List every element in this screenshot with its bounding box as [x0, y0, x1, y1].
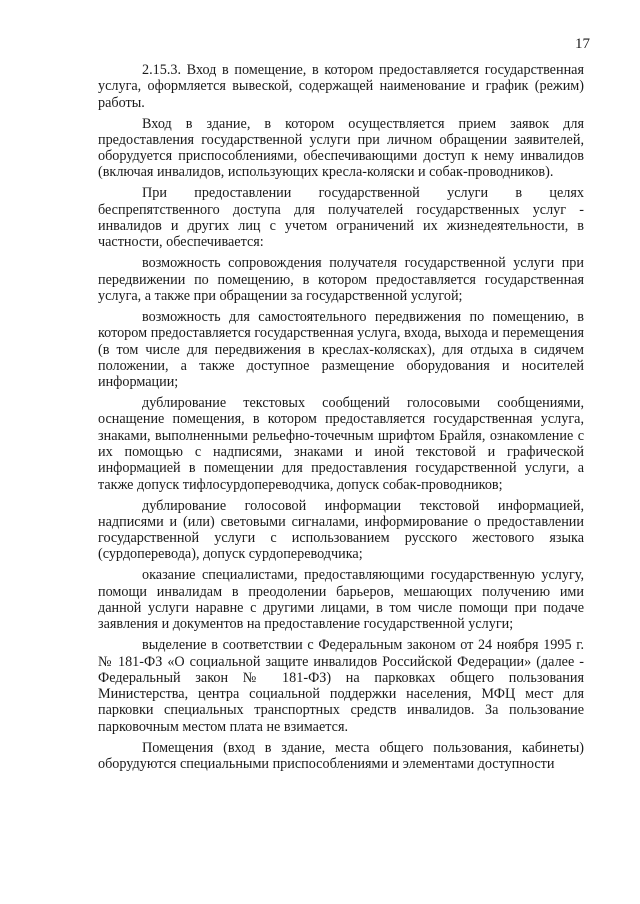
paragraph-accompaniment: возможность сопровождения получателя государственной услуги при передвижении по помещению, в котором предоставляется государственная услуга, а также при обращении за государственной услугой;	[98, 255, 584, 304]
paragraph-parking: выделение в соответствии с Федеральным законом от 24 ноября 1995 г. № 181-ФЗ «О социальной защите инвалидов Российской Федерации» (далее - Федеральный закон № 181-ФЗ) на парковках общего пользования Министерства, центра социальной поддержки населения, МФЦ мест для парковки специальных транспортных средств инвалидов. За пользование парковочным местом плата не взимается.	[98, 637, 584, 735]
paragraph-premises-equipment: Помещения (вход в здание, места общего пользования, кабинеты) оборудуются специальными приспособлениями и элементами доступности	[98, 739, 584, 773]
page-number: 17	[575, 36, 590, 52]
paragraph-accessibility-intro: При предоставлении государственной услуги в целях беспрепятственного доступа для получателей государственных услуг - инвалидов и других лиц с учетом ограничений их жизнедеятельности, в частности, обеспечивается:	[98, 185, 584, 251]
paragraph-braille-duplication: дублирование текстовых сообщений голосовыми сообщениями, оснащение помещения, в котором предоставляется государственная услуга, знаками, выполненными рельефно-точечным шрифтом Брайля, ознакомление с их помощью с надписями, знаками и иной текстовой и графической информацией в помещении для предоставления государственной услуги, а также допуск тифлосурдопереводчика, допуск собак-проводников;	[98, 395, 584, 493]
paragraph-building-entrance: Вход в здание, в котором осуществляется прием заявок для предоставления государственной услуги при личном обращении заявителей, оборудуется приспособлениями, обеспечивающими доступ к нему инвалидов (включая инвалидов, использующих кресла-коляски и собак-проводников).	[98, 115, 584, 181]
document-body	[98, 62, 584, 777]
paragraph-specialist-assistance: оказание специалистами, предоставляющими государственную услугу, помощи инвалидам в преодолении барьеров, мешающих получению ими данной услуги наравне с другими лицами, в том числе помощи при подаче заявления и документов на предоставление государственной услуги;	[98, 567, 584, 633]
paragraph-independent-movement: возможность для самостоятельного передвижения по помещению, в котором предоставляется государственная услуга, входа, выхода и перемещения (в том числе для передвижения в креслах-колясках), для отдыха в сидячем положении, а также доступное размещение оборудования и носителей информации;	[98, 308, 584, 391]
paragraph-entrance-sign: 2.15.3. Вход в помещение, в котором предоставляется государственная услуга, оформляется вывеской, содержащей наименование и график (режим) работы.	[98, 62, 584, 111]
paragraph-sign-language: дублирование голосовой информации текстовой информацией, надписями и (или) световыми сигналами, информирование о предоставлении государственной услуги с использованием русского жестового языка (сурдоперевода), допуск сурдопереводчика;	[98, 497, 584, 563]
